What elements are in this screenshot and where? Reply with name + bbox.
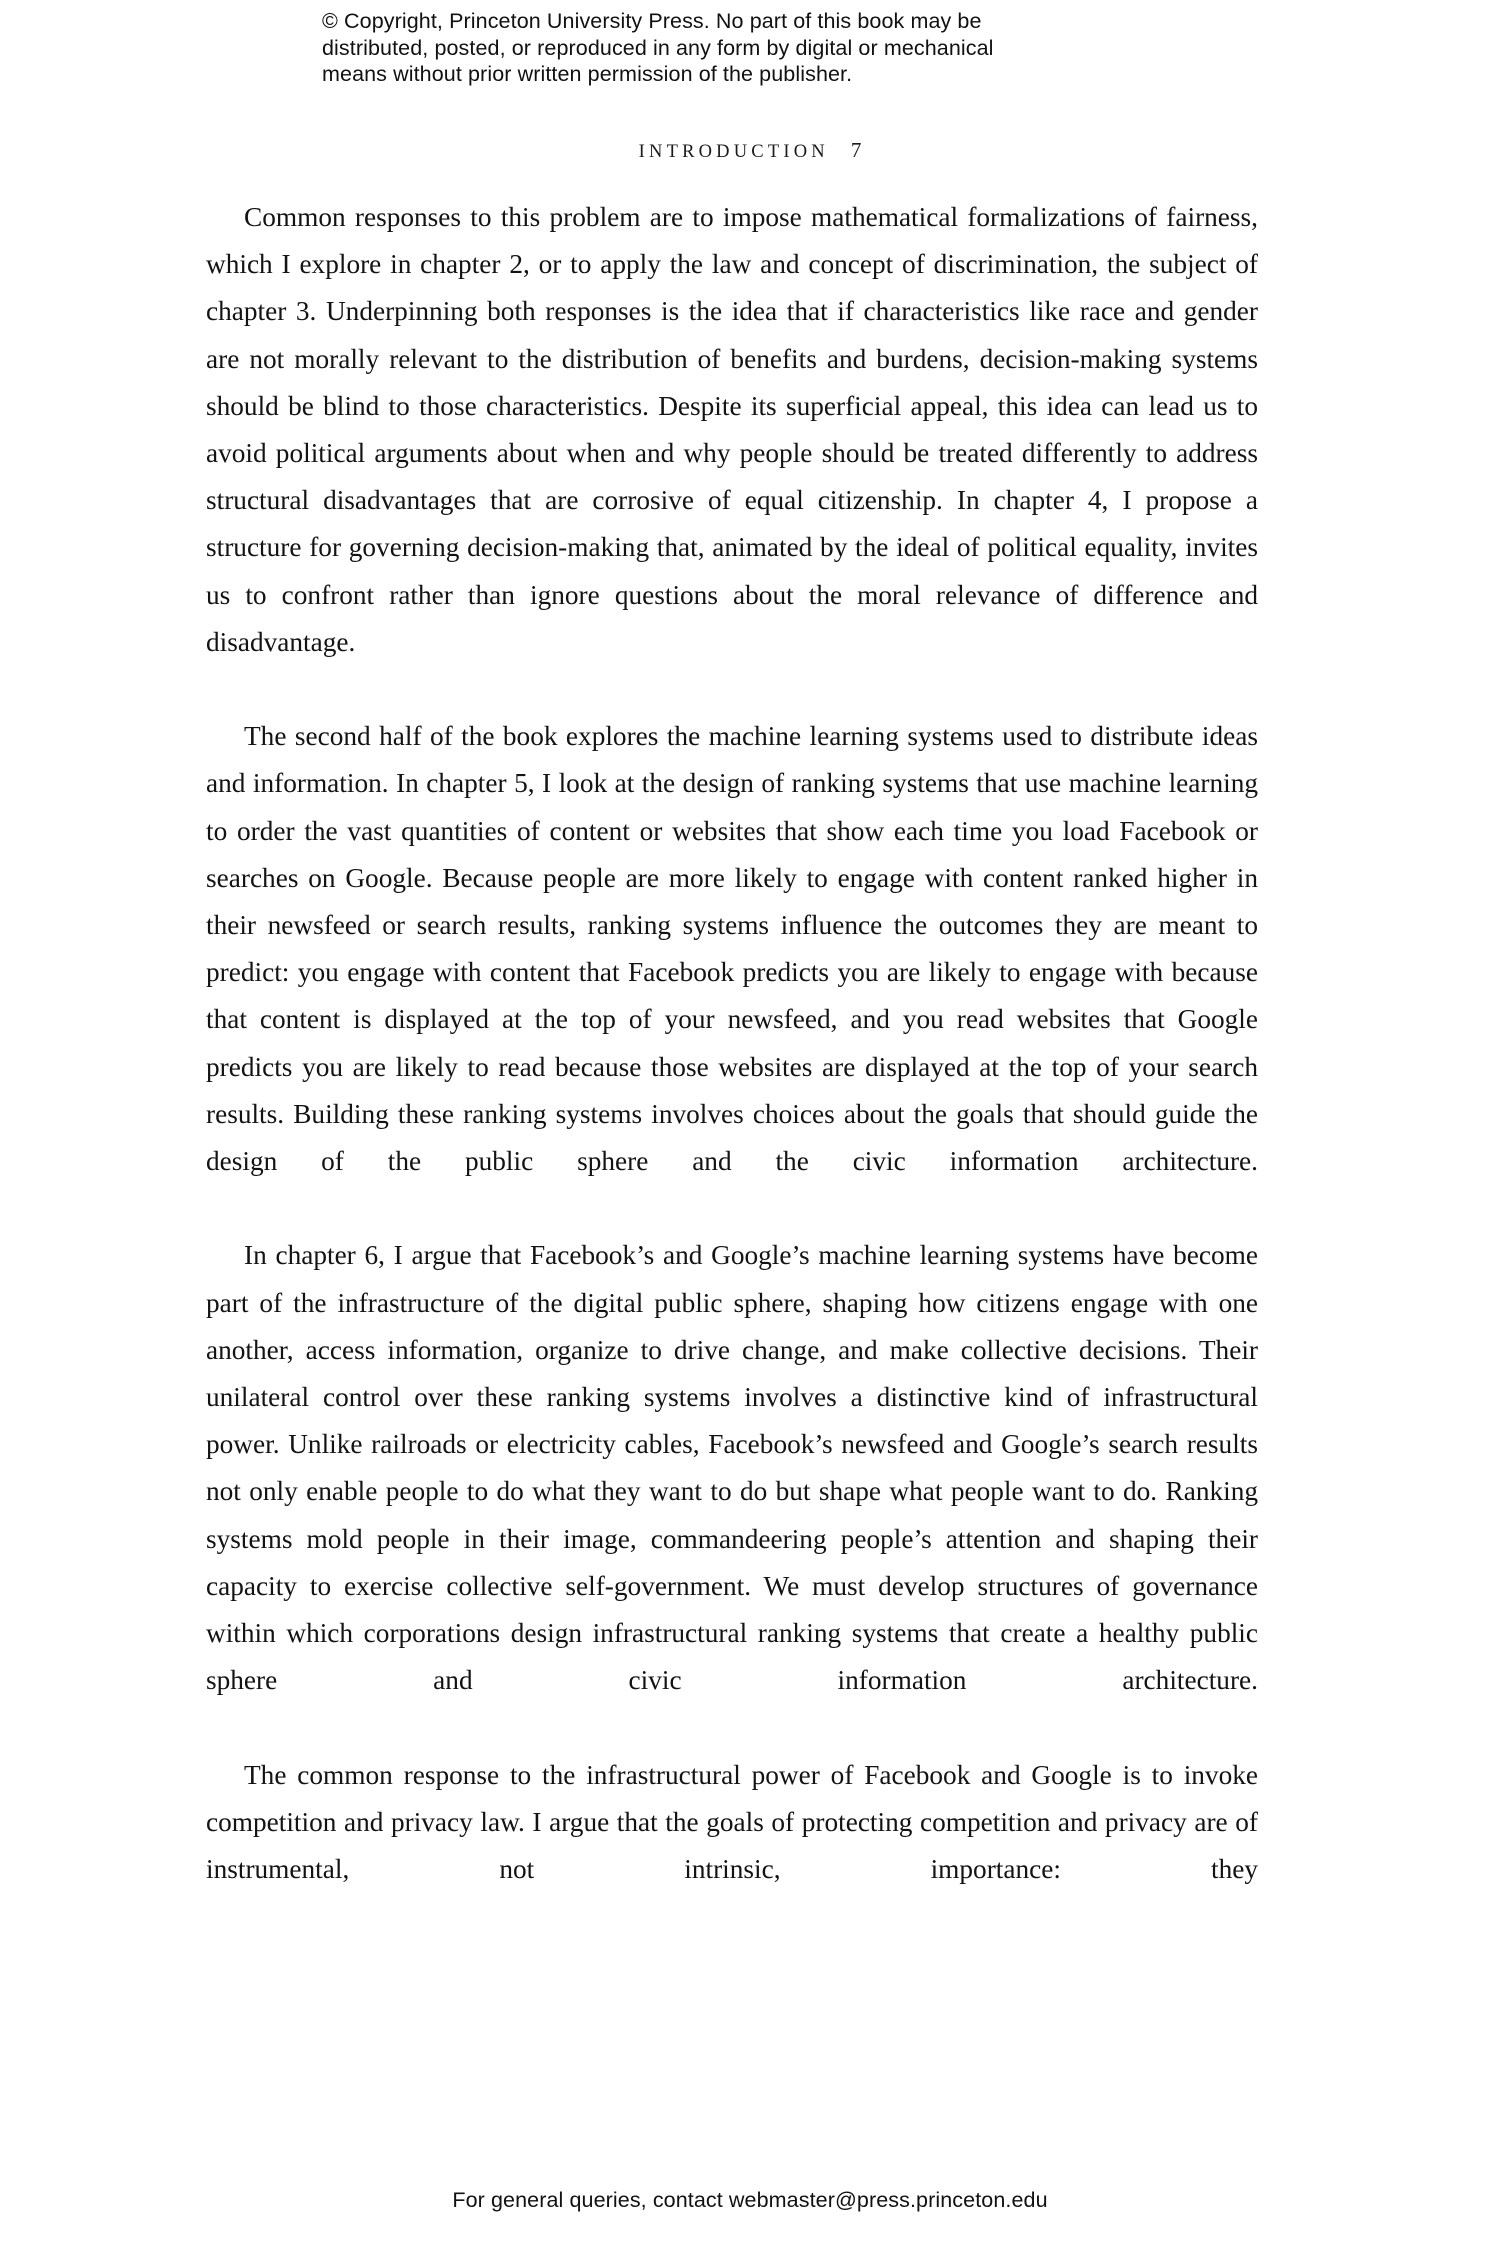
running-head xyxy=(0,138,1500,163)
footer-contact-text: For general queries, contact webmaster@press.princeton.edu xyxy=(452,2188,1048,2212)
copyright-notice-line-2: distributed, posted, or reproduced in any form by digital or mechanical xyxy=(322,35,994,60)
page-number: 7 xyxy=(850,138,862,162)
body-paragraph-3: In chapter 6, I argue that Facebook’s and Google’s machine learning systems have become part of the infrastructure of the digital public sphere, shaping how citizens engage with one another, access information, organize to drive change, and make collective decisions. Their unilateral control over these ranking systems involves a distinctive kind of infrastructural power. Unlike railroads or electricity cables, Facebook’s newsfeed and Google’s search results not only enable people to do what they want to do but shape what people want to do. Ranking systems mold people in their image, commandeering people’s attention and shaping their capacity to exercise collective self-government. We must develop structures of governance within which corporations design infrastructural ranking systems that create a healthy public sphere and civic information architecture. xyxy=(206,1240,1258,1696)
body-paragraph-2: The second half of the book explores the machine learning systems used to distribute ideas and information. In chapter 5, I look at the design of ranking systems that use machine learning to order the vast quantities of content or websites that show each time you load Facebook or searches on Google. Because people are more likely to engage with content ranked higher in their newsfeed or search results, ranking systems influence the outcomes they are meant to predict: you engage with content that Facebook predicts you are likely to engage with because that content is displayed at the top of your newsfeed, and you read websites that Google predicts you are likely to read because those websites are displayed at the top of your search results. Building these ranking systems involves choices about the goals that should guide the design of the public sphere and the civic information architecture. xyxy=(206,721,1258,1177)
copyright-notice xyxy=(322,8,1062,88)
body-text xyxy=(206,194,1258,1941)
body-paragraph-1: Common responses to this problem are to impose mathematical formalizations of fairness, which I explore in chapter 2, or to apply the law and concept of discrimination, the subject of chapter 3. Underpinning both responses is the idea that if characteristics like race and gender are not morally relevant to the distribution of benefits and burdens, decision-making systems should be blind to those characteristics. Despite its superficial appeal, this idea can lead us to avoid political arguments about when and why people should be treated differently to address structural disadvantages that are corrosive of equal citizenship. In chapter 4, I propose a structure for governing decision-making that, animated by the ideal of political equality, invites us to confront rather than ignore questions about the moral relevance of difference and disadvantage. xyxy=(206,202,1258,657)
body-paragraph-4: The common response to the infrastructural power of Facebook and Google is to invoke competition and privacy law. I argue that the goals of protecting competition and privacy are of instrumental, not intrinsic, importance: they xyxy=(206,1759,1258,1885)
copyright-notice-line-1: © Copyright, Princeton University Press. No part of this book may be xyxy=(322,9,982,33)
running-head-title: INTRODUCTION xyxy=(638,142,829,162)
copyright-notice-line-3: means without prior written permission of the publisher. xyxy=(322,62,853,86)
page-footer xyxy=(0,2188,1500,2213)
